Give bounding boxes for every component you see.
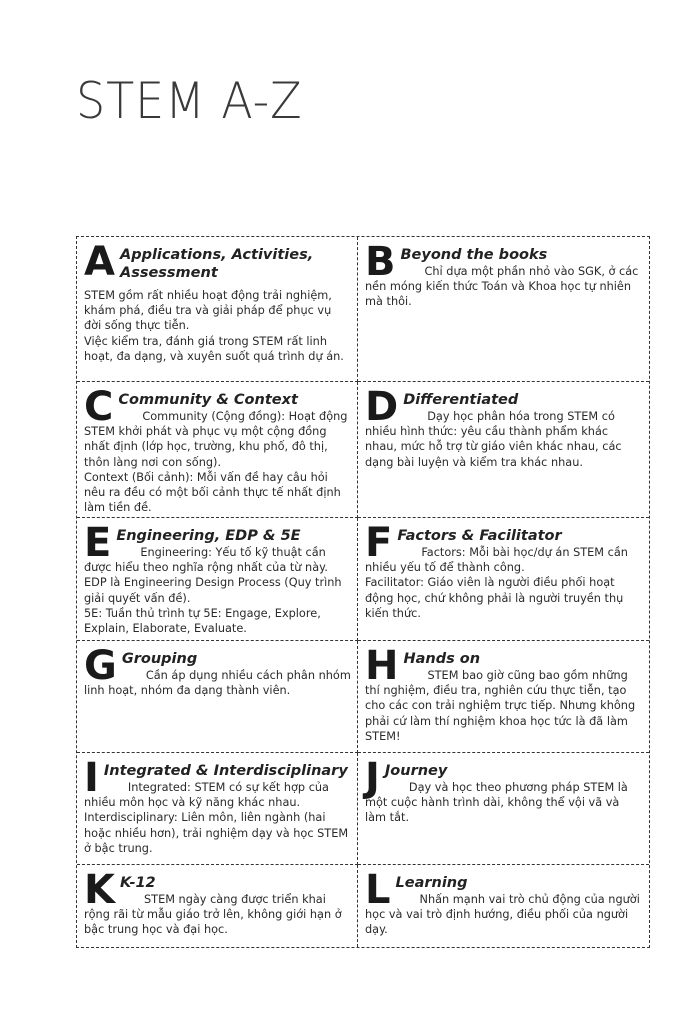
entry-line: Community (Cộng đồng): Hoạt động STEM khởi phát và phục vụ một cộng đồng nhất định (lớp học, trường, khu phố, đô thị, thôn làng nơi con sống). xyxy=(84,410,348,469)
entry-letter: K xyxy=(84,867,115,913)
entry-body xyxy=(365,668,643,744)
entry-line: STEM gồm rất nhiều hoạt động trải nghiệm, khám phá, điều tra và giải pháp để phục vụ đời sống thực tiễn. xyxy=(84,289,332,333)
entry-h xyxy=(358,641,649,753)
entry-body xyxy=(84,892,351,938)
entry-heading: Hands on xyxy=(403,651,481,667)
entry-letter: L xyxy=(365,867,391,913)
entry-heading: Factors & Facilitator xyxy=(397,528,562,544)
entry-line: Facilitator: Giáo viên là người điều phối hoạt động học, chứ không phải là người truyền thụ kiến thức. xyxy=(365,576,624,620)
entry-heading: Engineering, EDP & 5E xyxy=(116,528,301,544)
entry-i xyxy=(77,753,358,865)
entry-line: Interdisciplinary: Liên môn, liên ngành (hai hoặc nhiều hơn), trải nghiệm dạy và học STEM ở bậc trung. xyxy=(84,811,349,855)
entry-letter: F xyxy=(365,520,393,566)
entry-k xyxy=(77,865,358,947)
entry-g xyxy=(77,641,358,753)
page-title: STEM A-Z xyxy=(76,72,303,130)
entry-line: Integrated: STEM có sự kết hợp của nhiều môn học và kỹ năng khác nhau. xyxy=(84,781,329,810)
entry-line: Context (Bối cảnh): Mỗi vấn đề hay câu hỏi nêu ra đều có một bối cảnh thực tế nhất định làm tiền đề. xyxy=(84,470,341,515)
entry-letter: A xyxy=(84,239,115,285)
entry-heading: Integrated & Interdisciplinary xyxy=(103,763,348,779)
entry-body xyxy=(365,780,643,826)
entry-heading: Journey xyxy=(384,763,448,779)
entry-letter: J xyxy=(365,755,380,801)
entry-line: Factors: Mỗi bài học/dự án STEM cần nhiều yếu tố để thành công. xyxy=(365,546,628,575)
entry-j xyxy=(358,753,649,865)
entry-line: Cần áp dụng nhiều cách phân nhóm linh hoạt, nhóm đa dạng thành viên. xyxy=(84,669,351,698)
stem-az-grid xyxy=(76,236,650,948)
entry-letter: B xyxy=(365,239,396,285)
entry-body xyxy=(365,892,643,938)
entry-f xyxy=(358,518,649,641)
entry-c xyxy=(77,382,358,518)
entry-body xyxy=(84,780,351,856)
entry-letter: E xyxy=(84,520,112,566)
entry-heading: Learning xyxy=(395,875,468,891)
entry-line: STEM ngày càng được triển khai rộng rãi từ mẫu giáo trở lên, không giới hạn ở bậc trung học và đại học. xyxy=(84,893,342,937)
entry-line: Dạy học phân hóa trong STEM có nhiều hình thức: yêu cầu thành phẩm khác nhau, mức hỗ trợ từ giáo viên khác nhau, các dạng bài luyện và kiểm tra khác nhau. xyxy=(365,410,622,469)
entry-body xyxy=(365,264,643,310)
entry-heading: K-12 xyxy=(120,875,156,891)
entry-letter: I xyxy=(84,755,99,801)
entry-heading: Differentiated xyxy=(403,392,519,408)
entry-heading: Grouping xyxy=(121,651,198,667)
entry-l xyxy=(358,865,649,947)
entry-heading: Applications, Activities, Assessment xyxy=(119,247,314,281)
entry-line: Dạy và học theo phương pháp STEM là một cuộc hành trình dài, không thể vội vã và làm tắt. xyxy=(365,781,628,825)
entry-body xyxy=(84,668,351,698)
entry-body xyxy=(365,409,643,470)
entry-line: Việc kiểm tra, đánh giá trong STEM rất linh hoạt, đa dạng, và xuyên suốt quá trình dự án. xyxy=(84,334,344,363)
entry-a xyxy=(77,237,358,382)
entry-heading: Community & Context xyxy=(118,392,298,408)
entry-line: Chỉ dựa một phần nhỏ vào SGK, ở các nền móng kiến thức Toán và Khoa học tự nhiên mà thôi. xyxy=(365,265,639,309)
entry-line: STEM bao giờ cũng bao gồm những thí nghiệm, điều tra, nghiên cứu thực tiễn, tạo cho các con trải nghiệm trực tiếp. Nhưng không phải cứ làm thí nghiệm khoa học tức là đã làm STEM! xyxy=(365,669,636,743)
entry-letter: C xyxy=(84,384,114,430)
entry-line: Engineering: Yếu tố kỹ thuật cần được hiểu theo nghĩa rộng nhất của từ này. xyxy=(84,546,328,575)
entry-line: Nhấn mạnh vai trò chủ động của người học và vai trò định hướng, điều phối của người dạy. xyxy=(365,893,640,937)
entry-line: EDP là Engineering Design Process (Quy trình giải quyết vấn đề). xyxy=(84,576,342,605)
entry-body xyxy=(365,545,643,621)
entry-line: 5E: Tuần thủ trình tự 5E: Engage, Explore, Explain, Elaborate, Evaluate. xyxy=(84,606,321,636)
entry-letter: H xyxy=(365,643,399,689)
entry-e xyxy=(77,518,358,641)
entry-d xyxy=(358,382,649,518)
entry-letter: D xyxy=(365,384,399,430)
entry-letter: G xyxy=(84,643,117,689)
entry-body xyxy=(84,545,351,636)
entry-body xyxy=(84,288,351,364)
entry-heading: Beyond the books xyxy=(400,247,548,263)
entry-b xyxy=(358,237,649,382)
entry-body xyxy=(84,409,351,515)
